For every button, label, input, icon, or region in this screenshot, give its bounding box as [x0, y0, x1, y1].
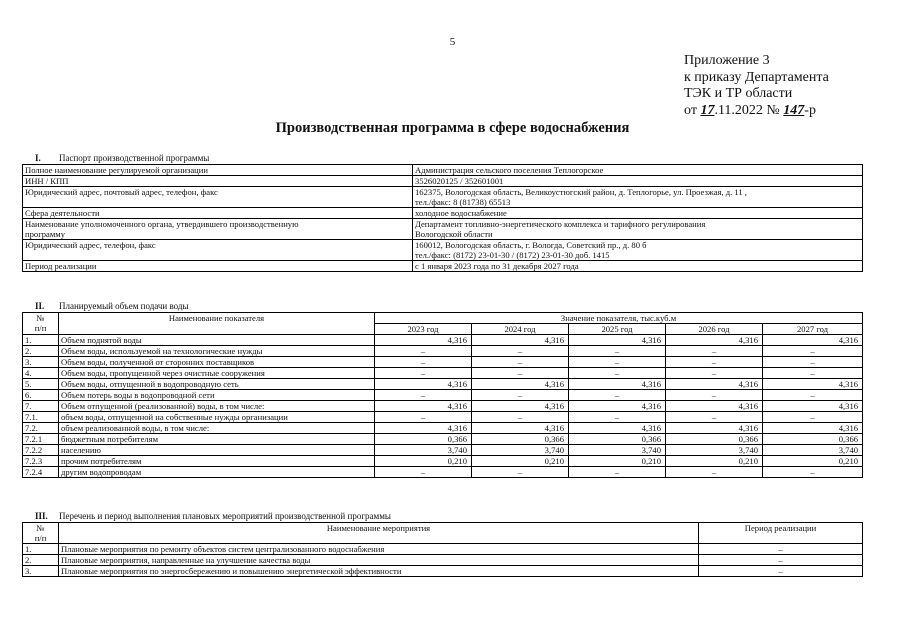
row-name: населению: [59, 445, 375, 456]
passport-value: [413, 187, 863, 208]
passport-table: [22, 164, 863, 272]
passport-value-line: Вологодской области: [415, 229, 493, 239]
passport-value: холодное водоснабжение: [413, 208, 863, 219]
activity-name: Плановые мероприятия, направленные на улучшение качества воды: [59, 555, 699, 566]
row-number: 7.1.: [23, 412, 59, 423]
col-header-activity: Наименование мероприятия: [59, 523, 699, 544]
col-header-num-line: п/п: [34, 533, 47, 543]
table-row: [23, 555, 863, 566]
row-value: –: [375, 357, 472, 368]
col-header-num: [23, 523, 59, 544]
row-value: 3,740: [666, 445, 763, 456]
row-name: объем воды, отпущенной на собственные нужды организации: [59, 412, 375, 423]
row-name: Объем воды, отпущенной в водопроводную сеть: [59, 379, 375, 390]
row-value: 0,210: [763, 456, 863, 467]
table-row: [23, 187, 863, 208]
row-value: 4,316: [666, 379, 763, 390]
row-value: –: [375, 368, 472, 379]
row-value: 0,366: [375, 434, 472, 445]
table-row: [23, 467, 863, 478]
passport-label: Юридический адрес, телефон, факс: [23, 240, 413, 261]
row-value: –: [666, 390, 763, 401]
row-value: 4,316: [472, 423, 569, 434]
row-value: 4,316: [375, 379, 472, 390]
handwritten-day: 17: [700, 102, 715, 118]
row-number: 5.: [23, 379, 59, 390]
col-header-year: 2024 год: [472, 324, 569, 335]
passport-value: с 1 января 2023 года по 31 декабря 2027 года: [413, 261, 863, 272]
row-value: 4,316: [569, 401, 666, 412]
row-number: 3.: [23, 566, 59, 577]
row-value: –: [472, 412, 569, 423]
row-value: 0,210: [375, 456, 472, 467]
row-value: –: [666, 467, 763, 478]
row-value: –: [375, 412, 472, 423]
row-value: –: [763, 357, 863, 368]
row-value: –: [375, 390, 472, 401]
row-value: –: [569, 412, 666, 423]
passport-label-line: Наименование уполномоченного органа, утвердившего производственную: [25, 219, 299, 229]
row-value: 4,316: [375, 401, 472, 412]
row-value: 0,210: [472, 456, 569, 467]
appendix-line-3: ТЭК и ТР области: [684, 86, 793, 101]
row-value: 4,316: [666, 401, 763, 412]
row-value: 4,316: [763, 335, 863, 346]
row-value: 4,316: [763, 401, 863, 412]
date-prefix: от: [684, 102, 701, 118]
section-1-heading: [35, 153, 209, 163]
water-volume-table: [22, 312, 863, 478]
row-value: –: [569, 346, 666, 357]
passport-value-line: 162375, Вологодская область, Великоустюгский район, д. Теплогорье, ул. Проезжая, д. 11 ,: [415, 187, 747, 197]
table-row: [23, 165, 863, 176]
row-value: 3,740: [375, 445, 472, 456]
row-value: –: [763, 368, 863, 379]
row-value: –: [666, 368, 763, 379]
activity-period: –: [699, 544, 863, 555]
table-row: [23, 335, 863, 346]
row-name: объем реализованной воды, в том числе:: [59, 423, 375, 434]
table-row: [23, 176, 863, 187]
appendix-header: [684, 53, 829, 119]
table-row: [23, 445, 863, 456]
row-number: 2.: [23, 555, 59, 566]
table-row: [23, 544, 863, 555]
col-header-num-line: п/п: [34, 323, 47, 333]
table-row: [23, 566, 863, 577]
row-value: 4,316: [472, 335, 569, 346]
passport-label: Сфера деятельности: [23, 208, 413, 219]
row-value: –: [472, 346, 569, 357]
passport-label: Юридический адрес, почтовый адрес, телефон, факс: [23, 187, 413, 208]
document-title: Производственная программа в сфере водоснабжения: [275, 120, 630, 136]
section-2-heading: [35, 301, 189, 311]
row-name: другим водопроводам: [59, 467, 375, 478]
table-row: [23, 412, 863, 423]
table-row: [23, 456, 863, 467]
row-number: 1.: [23, 335, 59, 346]
row-value: 0,366: [569, 434, 666, 445]
col-header-year: 2023 год: [375, 324, 472, 335]
page-number: 5: [449, 36, 456, 48]
row-value: 4,316: [666, 335, 763, 346]
table-row: [23, 434, 863, 445]
handwritten-order-number: 147: [783, 102, 805, 118]
table-row: [23, 346, 863, 357]
row-number: 7.2.: [23, 423, 59, 434]
table-row: [23, 379, 863, 390]
row-value: –: [763, 390, 863, 401]
row-value: –: [763, 346, 863, 357]
row-value: 4,316: [375, 335, 472, 346]
row-value: –: [472, 467, 569, 478]
row-value: 0,210: [666, 456, 763, 467]
activity-name: Плановые мероприятия по энергосбережению и повышению энергетической эффективности: [59, 566, 699, 577]
section-2-title: Планируемый объем подачи воды: [59, 301, 189, 311]
col-header-name: Наименование показателя: [59, 313, 375, 335]
row-value: 4,316: [763, 423, 863, 434]
row-value: 0,366: [472, 434, 569, 445]
table-row: [23, 401, 863, 412]
passport-value: [413, 219, 863, 240]
row-name: Объем потерь воды в водопроводной сети: [59, 390, 375, 401]
row-value: –: [666, 412, 763, 423]
passport-value-line: 160012, Вологодская область, г. Вологда, Советский пр., д. 80 б: [415, 240, 647, 250]
row-value: 4,316: [763, 379, 863, 390]
row-number: 3.: [23, 357, 59, 368]
passport-label: [23, 219, 413, 240]
table-row: [23, 357, 863, 368]
row-value: 3,740: [763, 445, 863, 456]
row-name: бюджетным потребителям: [59, 434, 375, 445]
row-number: 7.2.2: [23, 445, 59, 456]
row-value: –: [569, 467, 666, 478]
row-value: –: [569, 368, 666, 379]
row-value: –: [375, 467, 472, 478]
table-header-row: [23, 523, 863, 544]
section-3-heading: [35, 511, 391, 521]
row-value: –: [763, 412, 863, 423]
col-header-num: [23, 313, 59, 335]
table-row: [23, 261, 863, 272]
row-value: –: [666, 357, 763, 368]
col-header-values: Значение показателя, тыс.куб.м: [375, 313, 863, 324]
row-value: 4,316: [472, 401, 569, 412]
activities-table: [22, 522, 863, 577]
passport-value-line: тел./факс: 8 (81738) 65513: [415, 197, 511, 207]
row-number: 1.: [23, 544, 59, 555]
table-row: [23, 368, 863, 379]
table-row: [23, 208, 863, 219]
row-number: 7.2.1: [23, 434, 59, 445]
activity-name: Плановые мероприятия по ремонту объектов систем централизованного водоснабжения: [59, 544, 699, 555]
row-value: –: [763, 467, 863, 478]
row-number: 2.: [23, 346, 59, 357]
table-row: [23, 219, 863, 240]
passport-value-line: Департамент топливно-энергетического комплекса и тарифного регулирования: [415, 219, 706, 229]
section-2-number: II.: [35, 301, 45, 311]
table-header-row: [23, 313, 863, 324]
passport-label-line: программу: [25, 229, 66, 239]
col-header-num-line: №: [36, 313, 45, 323]
row-value: –: [666, 346, 763, 357]
row-value: 4,316: [569, 379, 666, 390]
col-header-year: 2027 год: [763, 324, 863, 335]
row-name: Объем отпущенной (реализованной) воды, в том числе:: [59, 401, 375, 412]
passport-label: Период реализации: [23, 261, 413, 272]
row-number: 4.: [23, 368, 59, 379]
passport-value: [413, 240, 863, 261]
table-row: [23, 390, 863, 401]
section-3-title: Перечень и период выполнения плановых мероприятий производственной программы: [59, 511, 391, 521]
row-number: 7.2.4: [23, 467, 59, 478]
section-3-number: III.: [35, 511, 48, 521]
passport-label: ИНН / КПП: [23, 176, 413, 187]
row-value: –: [569, 390, 666, 401]
row-value: 4,316: [569, 335, 666, 346]
col-header-period: Период реализации: [699, 523, 863, 544]
row-value: 3,740: [472, 445, 569, 456]
row-name: Объем воды, используемой на технологические нужды: [59, 346, 375, 357]
passport-label: Полное наименование регулируемой организации: [23, 165, 413, 176]
row-number: 7.: [23, 401, 59, 412]
row-value: 0,366: [763, 434, 863, 445]
appendix-line-2: к приказу Департамента: [684, 69, 829, 85]
col-header-num-line: №: [36, 523, 45, 533]
row-value: –: [375, 346, 472, 357]
row-value: 0,210: [569, 456, 666, 467]
row-name: Объем воды, полученной от сторонних поставщиков: [59, 357, 375, 368]
row-name: Объем воды, пропущенной через очистные сооружения: [59, 368, 375, 379]
row-value: 4,316: [375, 423, 472, 434]
row-value: 0,366: [666, 434, 763, 445]
section-1-number: I.: [35, 153, 41, 163]
row-value: 4,316: [569, 423, 666, 434]
passport-value: 3526020125 / 352601001: [413, 176, 863, 187]
row-name: прочим потребителям: [59, 456, 375, 467]
row-value: 4,316: [666, 423, 763, 434]
passport-value: Администрация сельского поселения Теплогорское: [413, 165, 863, 176]
row-number: 6.: [23, 390, 59, 401]
table-row: [23, 423, 863, 434]
activity-period: –: [699, 566, 863, 577]
appendix-order-line: [684, 103, 829, 120]
section-1-title: Паспорт производственной программы: [59, 153, 210, 163]
row-number: 7.2.3: [23, 456, 59, 467]
row-value: –: [472, 357, 569, 368]
row-value: 4,316: [472, 379, 569, 390]
date-rest: .11.2022 №: [714, 102, 784, 118]
col-header-year: 2025 год: [569, 324, 666, 335]
row-name: Объем поднятой воды: [59, 335, 375, 346]
row-value: –: [472, 368, 569, 379]
row-value: –: [472, 390, 569, 401]
activity-period: –: [699, 555, 863, 566]
passport-value-line: тел./факс: (8172) 23-01-30 / (8172) 23-01-30 доб. 1415: [415, 250, 610, 260]
order-suffix: -р: [804, 102, 816, 118]
appendix-line-1: Приложение 3: [684, 53, 770, 68]
table-row: [23, 240, 863, 261]
col-header-year: 2026 год: [666, 324, 763, 335]
row-value: 3,740: [569, 445, 666, 456]
row-value: –: [569, 357, 666, 368]
